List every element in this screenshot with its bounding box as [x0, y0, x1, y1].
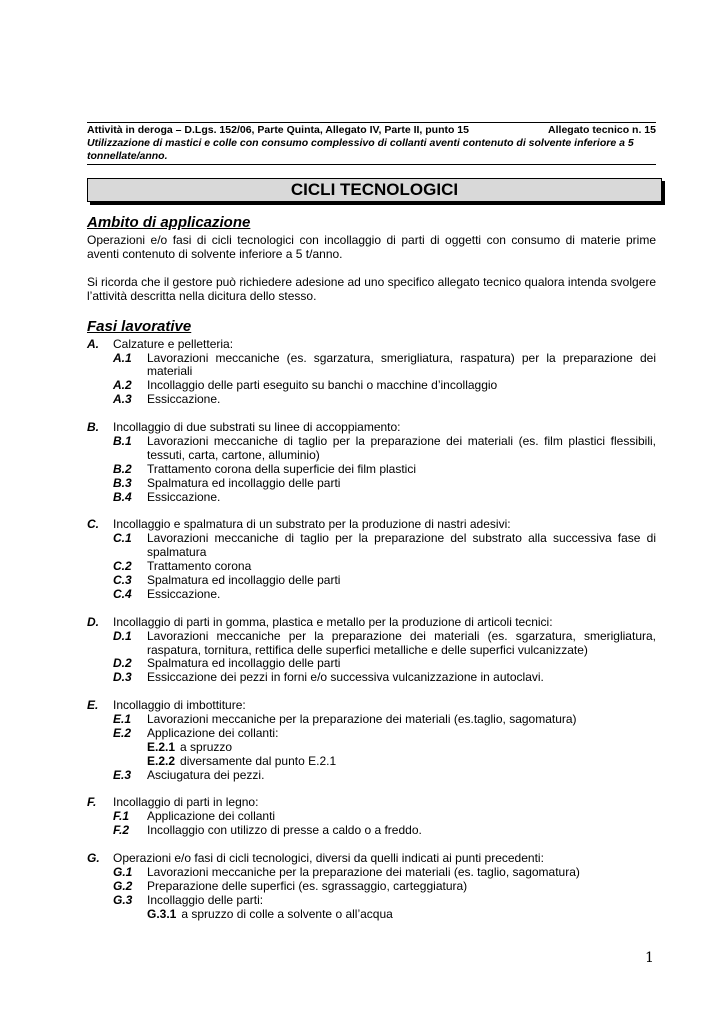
phase-row [87, 338, 656, 352]
phase-code: B. [87, 420, 99, 435]
header-top-rule [87, 122, 656, 123]
step-code: C.2 [113, 559, 132, 574]
step-text: Essiccazione dei pezzi in forni e/o successiva vulcanizzazione in autoclavi. [147, 670, 544, 685]
step-code: B.2 [113, 461, 132, 476]
step-text: Lavorazioni meccaniche (es. sgarzatura, smerigliatura, raspatura) per la preparazione dei materiali [147, 350, 656, 379]
phase-text: Incollaggio di imbottiture: [113, 698, 246, 713]
substep-text: a spruzzo [180, 739, 233, 754]
document-body [87, 214, 656, 935]
step-text: Spalmatura ed incollaggio delle parti [147, 656, 341, 671]
step-text: Essiccazione. [147, 586, 221, 601]
page-number: 1 [645, 950, 654, 966]
step-row [87, 588, 656, 602]
step-code: E.3 [113, 767, 132, 782]
step-row [87, 810, 656, 824]
substep-text: a spruzzo di colle a solvente o all’acqua [181, 906, 393, 921]
step-text: Applicazione dei collanti [147, 809, 276, 824]
step-code: D.2 [113, 656, 132, 671]
substep-code: E.2.2 [147, 753, 176, 768]
phase-code: E. [87, 698, 99, 713]
phase-section [87, 616, 656, 686]
document-header [87, 122, 656, 165]
phase-code: D. [87, 614, 99, 629]
step-row [87, 866, 656, 880]
step-text: Spalmatura ed incollaggio delle parti [147, 573, 341, 587]
step-row [87, 894, 656, 908]
step-row [87, 352, 656, 380]
phase-row [87, 852, 656, 866]
step-code: G.1 [113, 864, 133, 879]
ambito-paragraph: Si ricorda che il gestore può richiedere adesione ad uno specifico allegato tecnico qualora intenda svolgere l’attività descritta nella dicitura dello stesso. [87, 274, 656, 303]
header-subtitle: Utilizzazione di mastici e colle con consumo complessivo di collanti aventi contenuto di solvente inferiore a 5 tonnellate/anno. [87, 137, 634, 162]
substep-row [87, 908, 656, 922]
step-text: Applicazione dei collanti: [147, 725, 279, 740]
header-bottom-rule [87, 164, 656, 165]
step-code: C.1 [113, 531, 132, 546]
phase-row [87, 699, 656, 713]
step-row [87, 657, 656, 671]
phase-row [87, 796, 656, 810]
step-text: Trattamento corona [147, 559, 252, 574]
step-row [87, 393, 656, 407]
step-text: Lavorazioni meccaniche per la preparazione dei materiali (es. sgarzatura, smerigliatura, raspatura, tornitura, rettifica delle superfici metalliche e delle superfici vulcanizzate) [147, 628, 656, 657]
step-text: Trattamento corona della superficie dei film plastici [147, 461, 417, 476]
fasi-heading: Fasi lavorative [87, 317, 192, 335]
step-code: G.3 [113, 892, 133, 907]
step-text: Lavorazioni meccaniche per la preparazione dei materiali (es.taglio, sagomatura) [147, 712, 577, 727]
step-row [87, 769, 656, 783]
page-title: CICLI TECNOLOGICI [87, 178, 662, 202]
step-text: Lavorazioni meccaniche per la preparazione dei materiali (es. taglio, sagomatura) [147, 864, 580, 879]
phase-code: F. [87, 795, 97, 810]
substep-row [87, 755, 656, 769]
phase-section [87, 518, 656, 601]
ambito-heading: Ambito di applicazione [87, 214, 251, 231]
step-row [87, 463, 656, 477]
step-row [87, 713, 656, 727]
phase-row [87, 616, 656, 630]
step-code: G.2 [113, 878, 133, 893]
step-row [87, 671, 656, 685]
substep-code: G.3.1 [147, 906, 177, 921]
phase-text: Calzature e pelletteria: [113, 336, 234, 351]
step-code: D.1 [113, 628, 132, 643]
phase-section [87, 796, 656, 838]
step-text: Spalmatura ed incollaggio delle parti [147, 475, 341, 490]
phase-text: Incollaggio di due substrati su linee di accoppiamento: [113, 420, 401, 435]
step-text: Essiccazione. [147, 489, 221, 504]
step-text: Preparazione delle superfici (es. sgrassaggio, carteggiatura) [147, 878, 468, 893]
fasi-list [87, 338, 656, 922]
ambito-paragraph: Operazioni e/o fasi di cicli tecnologici con incollaggio di parti di oggetti con consumo di materie prime aventi contenuto di solvente inferiore a 5 t/anno. [87, 233, 656, 261]
phase-section [87, 852, 656, 922]
step-text: Incollaggio delle parti eseguito su banchi o macchine d’incollaggio [147, 378, 498, 393]
phase-code: A. [87, 336, 99, 351]
step-code: E.1 [113, 712, 132, 727]
phase-code: G. [87, 851, 100, 866]
step-row [87, 880, 656, 894]
step-row [87, 630, 656, 658]
header-annex-number: Allegato tecnico n. 15 [548, 124, 656, 136]
phase-code: C. [87, 517, 99, 532]
step-code: C.4 [113, 586, 132, 601]
step-text: Incollaggio con utilizzo di presse a caldo o a freddo. [147, 823, 422, 838]
phase-text: Incollaggio di parti in gomma, plastica e metallo per la produzione di articoli tecnici: [113, 614, 553, 629]
step-row [87, 477, 656, 491]
phase-section [87, 421, 656, 504]
step-code: B.1 [113, 433, 132, 448]
step-code: C.3 [113, 573, 132, 587]
header-reference: Attività in deroga – D.Lgs. 152/06, Parte Quinta, Allegato IV, Parte II, punto 15 [87, 124, 469, 136]
phase-section [87, 699, 656, 782]
step-text: Lavorazioni meccaniche di taglio per la preparazione del substrato alla successiva fase di spalmatura [147, 531, 656, 560]
step-row [87, 532, 656, 560]
step-code: F.2 [113, 823, 130, 838]
step-text: Incollaggio delle parti: [147, 892, 264, 907]
step-text: Asciugatura dei pezzi. [147, 767, 265, 782]
step-row [87, 560, 656, 574]
step-row [87, 491, 656, 505]
step-code: B.3 [113, 475, 132, 490]
phase-row [87, 518, 656, 532]
step-code: A.3 [113, 392, 132, 407]
substep-text: diversamente dal punto E.2.1 [180, 753, 337, 768]
step-row [87, 824, 656, 838]
step-text: Essiccazione. [147, 392, 221, 407]
phase-text: Incollaggio di parti in legno: [113, 795, 259, 810]
substep-row [87, 741, 656, 755]
step-row [87, 379, 656, 393]
phase-text: Incollaggio e spalmatura di un substrato per la produzione di nastri adesivi: [113, 517, 511, 532]
step-row [87, 574, 656, 588]
header-line [87, 124, 656, 137]
step-row [87, 435, 656, 463]
substep-code: E.2.1 [147, 739, 176, 754]
step-text: Lavorazioni meccaniche di taglio per la preparazione dei materiali (es. film plastici flessibili, tessuti, carta, cartone, alluminio) [147, 433, 656, 462]
step-row [87, 727, 656, 741]
step-code: E.2 [113, 725, 132, 740]
phase-text: Operazioni e/o fasi di cicli tecnologici, diversi da quelli indicati ai punti precedenti: [113, 851, 544, 866]
phase-row [87, 421, 656, 435]
step-code: B.4 [113, 489, 132, 504]
step-code: D.3 [113, 670, 132, 685]
phase-section [87, 338, 656, 408]
step-code: A.2 [113, 378, 132, 393]
step-code: A.1 [113, 350, 132, 365]
step-code: F.1 [113, 809, 130, 824]
